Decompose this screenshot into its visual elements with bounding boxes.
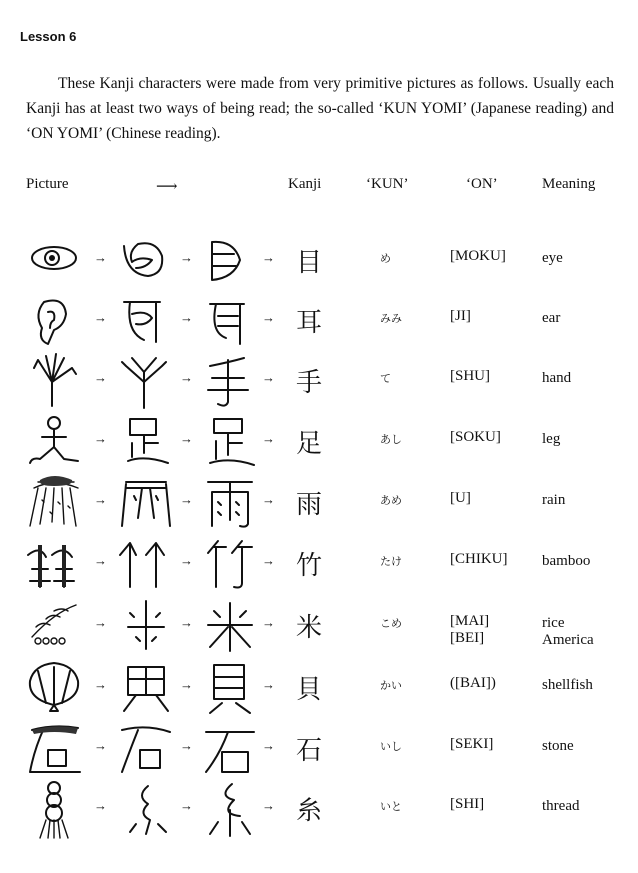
row-arrow: → [180,553,193,568]
kanji-character: 目 [296,248,323,278]
thread-glyph-icon [200,780,260,840]
meaning [542,553,590,570]
row-arrow: → [94,310,107,325]
on-reading-primary: [JI] [450,308,471,324]
kun-reading: あし [380,433,402,446]
on-reading [450,248,506,265]
on-reading-primary: [SOKU] [450,429,501,445]
row-arrow: → [180,310,193,325]
kanji-row [0,292,638,352]
row-arrow: → [262,250,275,265]
intro-paragraph [26,71,614,146]
kun-reading: こめ [380,617,402,630]
shellfish-sketch-icon [116,659,176,719]
meaning-primary: shellfish [542,677,593,693]
header-kanji: Kanji [288,176,322,192]
meaning [542,615,594,649]
row-arrow: → [262,492,275,507]
meaning [542,677,593,694]
header-kun: ‘KUN’ [366,176,409,192]
leg-sketch-icon [116,413,176,473]
rice-pictograph-icon [24,597,84,657]
on-reading-primary: [U] [450,490,471,506]
meaning [542,492,565,509]
on-reading [450,551,508,568]
on-reading-primary: [MOKU] [450,248,506,264]
meaning-primary: rain [542,492,566,508]
kanji-character: 石 [296,736,323,766]
kanji-row [0,720,638,780]
bamboo-pictograph-icon [24,535,84,595]
lesson-title: Lesson 6 [20,29,77,44]
kanji-character: 雨 [296,490,323,520]
kanji-row [0,352,638,412]
kun-reading: め [380,252,391,265]
row-arrow: → [94,492,107,507]
stone-sketch-icon [116,720,176,780]
kanji-character: 耳 [296,308,323,338]
row-arrow: → [94,553,107,568]
row-arrow: → [180,798,193,813]
meaning-secondary: America [542,632,594,648]
row-arrow: → [94,431,107,446]
row-arrow: → [262,677,275,692]
kanji-row [0,659,638,719]
row-arrow: → [180,738,193,753]
kanji-character: 貝 [296,675,323,705]
stone-glyph-icon [200,720,260,780]
kun-reading: みみ [380,312,402,325]
kun-reading: たけ [380,555,402,568]
meaning [542,370,571,387]
meaning-primary: ear [542,310,561,326]
row-arrow: → [262,615,275,630]
on-reading [450,368,490,385]
kanji-row [0,535,638,595]
intro-text: These Kanji characters were made from very primitive pictures as follows. Usually each Kanji has at least two ways of being read; the so-called ‘KUN YOMI’ (Japanese reading) and ‘ON YOMI’ (Chinese reading). [26,75,614,142]
eye-pictograph-icon [24,232,84,292]
meaning-primary: rice [542,615,565,631]
row-arrow: → [262,370,275,385]
kanji-row [0,474,638,534]
thread-sketch-icon [116,780,176,840]
on-reading-primary: ([BAI]) [450,675,496,691]
shellfish-pictograph-icon [24,659,84,719]
row-arrow: → [180,492,193,507]
kanji-character: 竹 [296,551,323,581]
row-arrow: → [94,370,107,385]
row-arrow: → [262,738,275,753]
kun-reading: いし [380,740,402,753]
row-arrow: → [262,798,275,813]
row-arrow: → [94,615,107,630]
meaning [542,250,563,267]
row-arrow: → [180,431,193,446]
kanji-row [0,413,638,473]
on-reading-secondary: [BEI] [450,630,485,646]
meaning [542,738,574,755]
row-arrow: → [180,370,193,385]
on-reading [450,613,489,647]
header-on: ‘ON’ [466,176,498,192]
row-arrow: → [94,250,107,265]
ear-sketch-icon [116,292,176,352]
on-reading-primary: [CHIKU] [450,551,508,567]
hand-sketch-icon [116,352,176,412]
shellfish-glyph-icon [200,659,260,719]
meaning [542,310,560,327]
row-arrow: → [94,798,107,813]
rice-glyph-icon [200,597,260,657]
on-reading-primary: [SHU] [450,368,490,384]
meaning-primary: hand [542,370,572,386]
row-arrow: → [180,677,193,692]
meaning-primary: leg [542,431,561,447]
meaning [542,431,560,448]
on-reading [450,429,501,446]
hand-pictograph-icon [24,352,84,412]
ear-pictograph-icon [24,292,84,352]
row-arrow: → [262,553,275,568]
on-reading-primary: [SEKI] [450,736,494,752]
kanji-row [0,232,638,292]
header-picture: Picture [26,176,69,192]
kanji-row [0,597,638,657]
row-arrow: → [94,677,107,692]
row-arrow: → [180,250,193,265]
bamboo-sketch-icon [116,535,176,595]
on-reading [450,490,471,507]
rice-sketch-icon [116,597,176,657]
thread-pictograph-icon [24,780,84,840]
leg-glyph-icon [200,413,260,473]
kun-reading: て [380,372,391,385]
rain-pictograph-icon [24,474,84,534]
kanji-character: 米 [296,613,323,643]
on-reading [450,675,496,692]
header-arrow: ⟶ [156,179,178,195]
on-reading-primary: [SHI] [450,796,485,812]
row-arrow: → [262,310,275,325]
kanji-character: 足 [296,429,323,459]
meaning-primary: bamboo [542,553,591,569]
meaning [542,798,579,815]
kanji-character: 糸 [296,796,323,826]
stone-pictograph-icon [24,720,84,780]
hand-glyph-icon [200,352,260,412]
meaning-primary: thread [542,798,580,814]
on-reading [450,796,484,813]
eye-sketch-icon [116,232,176,292]
row-arrow: → [180,615,193,630]
meaning-primary: stone [542,738,574,754]
leg-pictograph-icon [24,413,84,473]
eye-glyph-icon [200,232,260,292]
rain-glyph-icon [200,474,260,534]
kun-reading: いと [380,800,402,813]
row-arrow: → [94,738,107,753]
on-reading-primary: [MAI] [450,613,490,629]
kanji-row [0,780,638,840]
rain-sketch-icon [116,474,176,534]
header-meaning: Meaning [542,176,596,192]
kanji-character: 手 [296,368,323,398]
bamboo-glyph-icon [200,535,260,595]
on-reading [450,308,471,325]
kun-reading: あめ [380,494,402,507]
ear-glyph-icon [200,292,260,352]
on-reading [450,736,493,753]
row-arrow: → [262,431,275,446]
meaning-primary: eye [542,250,563,266]
kun-reading: かい [380,679,402,692]
